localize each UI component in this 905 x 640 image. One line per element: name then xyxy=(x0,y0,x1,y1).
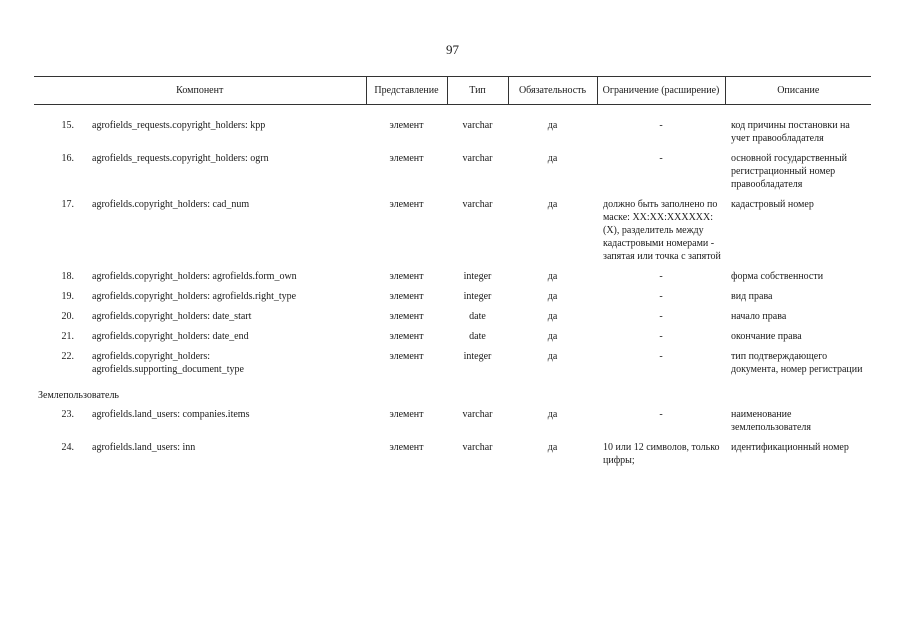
required-cell: да xyxy=(547,120,558,131)
constraint-cell: 10 или 12 символов, только цифры; xyxy=(603,442,720,466)
header-representation: Представление xyxy=(366,77,447,105)
type-cell: date xyxy=(469,311,486,322)
header-type: Тип xyxy=(447,77,508,105)
required-cell: да xyxy=(547,199,558,210)
constraint-cell: - xyxy=(659,291,663,302)
type-cell: varchar xyxy=(462,153,493,164)
component-name: agrofields_requests.copyright_holders: ogrn xyxy=(92,153,269,164)
description-cell: тип подтверждающего документа, номер регистрации xyxy=(731,351,863,375)
description-cell: вид права xyxy=(731,291,773,302)
row-number: 17. xyxy=(61,199,74,210)
representation-cell: элемент xyxy=(389,199,424,210)
description-cell: начало права xyxy=(731,311,787,322)
constraint-cell: - xyxy=(659,153,663,164)
description-cell: код причины постановки на учет правообладателя xyxy=(731,120,850,144)
constraint-cell: должно быть заполнено по маске: XX:XX:XXXXXX:(X), разделитель между кадастровыми номерами - запятая или точка с запятой xyxy=(603,199,721,262)
component-cell xyxy=(34,290,366,310)
row-number: 21. xyxy=(61,331,74,342)
table-row xyxy=(34,270,871,290)
component-cell xyxy=(34,441,366,474)
component-name: agrofields_requests.copyright_holders: kpp xyxy=(92,120,266,131)
representation-cell: элемент xyxy=(389,409,424,420)
description-cell: наименование землепользователя xyxy=(731,409,811,433)
representation-cell: элемент xyxy=(389,271,424,282)
description-cell: основной государственный регистрационный номер правообладателя xyxy=(731,153,847,190)
table-row xyxy=(34,152,871,198)
representation-cell: элемент xyxy=(389,442,424,453)
table-row xyxy=(34,198,871,270)
type-cell: varchar xyxy=(462,442,493,453)
component-name: agrofields.copyright_holders: agrofields.form_own xyxy=(92,271,297,282)
table-row xyxy=(34,408,871,441)
description-cell: окончание права xyxy=(731,331,802,342)
row-number: 19. xyxy=(61,291,74,302)
row-number: 22. xyxy=(61,351,74,362)
required-cell: да xyxy=(547,442,558,453)
component-cell xyxy=(34,330,366,350)
table-row xyxy=(34,441,871,474)
description-cell: форма собственности xyxy=(731,271,824,282)
type-cell: integer xyxy=(463,351,492,362)
required-cell: да xyxy=(547,351,558,362)
component-name: agrofields.copyright_holders: agrofields.right_type xyxy=(92,291,297,302)
representation-cell: элемент xyxy=(389,311,424,322)
table-body xyxy=(34,105,871,475)
row-number: 18. xyxy=(61,271,74,282)
component-name: agrofields.land_users: inn xyxy=(92,442,196,453)
constraint-cell: - xyxy=(659,311,663,322)
header-constraint: Ограничение (расширение) xyxy=(597,77,725,105)
constraint-cell: - xyxy=(659,331,663,342)
required-cell: да xyxy=(547,271,558,282)
required-cell: да xyxy=(547,331,558,342)
spec-table xyxy=(34,76,871,474)
component-cell xyxy=(34,119,366,152)
required-cell: да xyxy=(547,291,558,302)
row-number: 20. xyxy=(61,311,74,322)
component-name: agrofields.copyright_holders: cad_num xyxy=(92,199,250,210)
table-header-row xyxy=(34,77,871,105)
table-row xyxy=(34,310,871,330)
required-cell: да xyxy=(547,153,558,164)
row-number: 24. xyxy=(61,442,74,453)
page-number: 97 xyxy=(446,42,459,57)
header-component: Компонент xyxy=(34,77,366,105)
component-cell xyxy=(34,310,366,330)
description-cell: кадастровый номер xyxy=(731,199,814,210)
table-row xyxy=(34,350,871,383)
table-row xyxy=(34,330,871,350)
type-cell: integer xyxy=(463,291,492,302)
required-cell: да xyxy=(547,311,558,322)
constraint-cell: - xyxy=(659,351,663,362)
component-cell xyxy=(34,270,366,290)
component-name: agrofields.copyright_holders: agrofields.supporting_document_type xyxy=(92,351,244,375)
component-name: agrofields.copyright_holders: date_start xyxy=(92,311,252,322)
type-cell: integer xyxy=(463,271,492,282)
component-cell xyxy=(34,152,366,198)
representation-cell: элемент xyxy=(389,153,424,164)
component-cell xyxy=(34,198,366,270)
representation-cell: элемент xyxy=(389,331,424,342)
type-cell: varchar xyxy=(462,120,493,131)
component-cell xyxy=(34,350,366,383)
table-row xyxy=(34,290,871,310)
constraint-cell: - xyxy=(659,409,663,420)
representation-cell: элемент xyxy=(389,351,424,362)
row-number: 15. xyxy=(61,120,74,131)
section-label: Землепользователь xyxy=(38,390,119,401)
section-row xyxy=(34,383,871,408)
representation-cell: элемент xyxy=(389,120,424,131)
table-row xyxy=(34,119,871,152)
header-required: Обязательность xyxy=(508,77,597,105)
required-cell: да xyxy=(547,409,558,420)
description-cell: идентификационный номер xyxy=(731,442,849,453)
row-number: 23. xyxy=(61,409,74,420)
constraint-cell: - xyxy=(659,120,663,131)
representation-cell: элемент xyxy=(389,291,424,302)
component-name: agrofields.land_users: companies.items xyxy=(92,409,250,420)
type-cell: date xyxy=(469,331,486,342)
component-cell xyxy=(34,408,366,441)
type-cell: varchar xyxy=(462,409,493,420)
header-description: Описание xyxy=(725,77,871,105)
component-name: agrofields.copyright_holders: date_end xyxy=(92,331,249,342)
type-cell: varchar xyxy=(462,199,493,210)
constraint-cell: - xyxy=(659,271,663,282)
row-number: 16. xyxy=(61,153,74,164)
